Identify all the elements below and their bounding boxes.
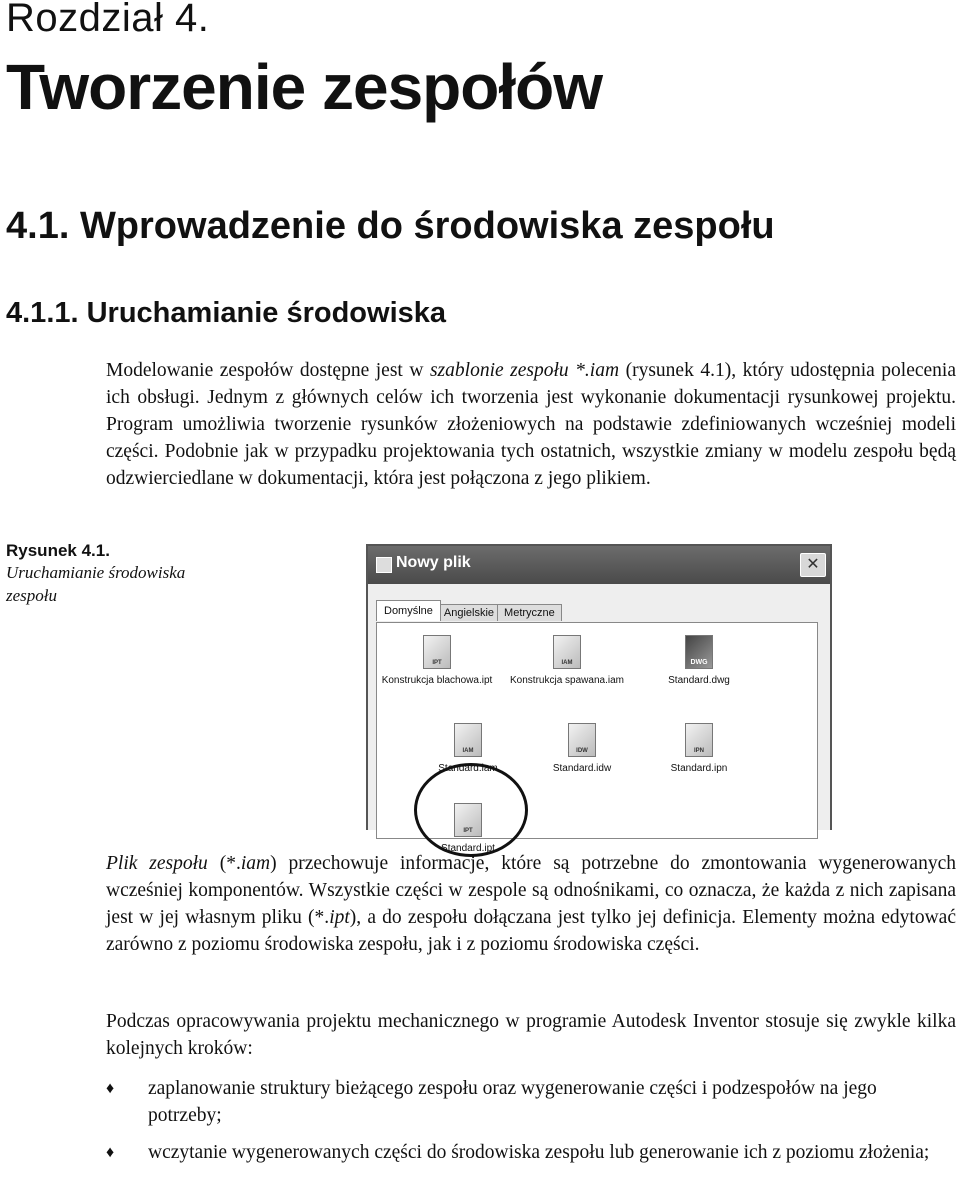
- dialog-title: Nowy plik: [396, 554, 471, 571]
- italic-run: Plik zespołu: [106, 853, 208, 874]
- tab-bar: [376, 600, 558, 622]
- dialog-titlebar[interactable]: [368, 546, 830, 584]
- file-name: Standard.dwg: [668, 675, 730, 686]
- file-name: Standard.ipn: [670, 763, 728, 774]
- template-file-item[interactable]: [639, 635, 759, 686]
- list-item-text: zaplanowanie struktury bieżącego zespołu oraz wygenerowanie części i podzespołów na jego potrzeby;: [148, 1078, 877, 1126]
- list-item-text: wczytanie wygenerowanych części do środowiska zespołu lub generowanie ich z poziomu złożenia;: [148, 1142, 930, 1163]
- tab-angielskie[interactable]: Angielskie: [437, 604, 501, 621]
- list-item: [106, 1075, 936, 1129]
- template-file-item[interactable]: [377, 635, 497, 686]
- file-name: Konstrukcja spawana.iam: [510, 675, 624, 686]
- file-name: Standard.idw: [552, 763, 612, 774]
- paragraph-steps-intro: [106, 1008, 956, 1062]
- text-run: (rysunek 4.1), który udostępnia polecenia ich obsługi. Jednym z głównych celów ich tworzenia jest wykonanie dokumentacji rysunkowej projektu. Program umożliwia tworzenie rysunków złożeniowych na podstawie zdefiniowanych wcześniej modeli części. Podobnie jak w przypadku projektowania tych ostatnich, wszystkie zmiany w modelu zespołu będą odzwierciedlane w dokumentacji, która jest połączona z jego plikiem.: [106, 360, 956, 489]
- figure-caption-text: Uruchamianie środowiska zespołu: [6, 563, 186, 605]
- close-icon: ✕: [806, 556, 820, 573]
- highlight-circle: [414, 763, 528, 857]
- italic-run: ipt: [329, 907, 350, 928]
- paragraph-intro: [106, 357, 956, 492]
- file-name: Standard.iam: [438, 763, 498, 774]
- template-list: [376, 622, 818, 854]
- bullet-icon: ♦: [106, 1144, 115, 1161]
- figure-label: Rysunek 4.1.: [6, 541, 110, 560]
- window-icon: [376, 557, 392, 573]
- assembly-file-icon: IAM: [454, 723, 482, 757]
- paragraph-text: Podczas opracowywania projektu mechanicznego w programie Autodesk Inventor stosuje się zwykle kilka kolejnych kroków:: [106, 1011, 956, 1059]
- part-file-icon: IPT: [454, 803, 482, 837]
- drawing-file-icon: DWG: [685, 635, 713, 669]
- text-run: ), a do zespołu dołączana jest tylko jej definicja. Elementy można edytować zarówno z poziomu środowiska zespołu, jak i z poziomu środowiska części.: [106, 907, 956, 955]
- template-file-item[interactable]: [639, 723, 759, 774]
- close-button[interactable]: [800, 553, 826, 577]
- figure-caption: [6, 541, 186, 607]
- section-heading: 4.1. Wprowadzenie do środowiska zespołu: [6, 205, 775, 247]
- tab-metryczne[interactable]: Metryczne: [497, 604, 562, 621]
- chapter-title: Tworzenie zespołów: [6, 51, 602, 123]
- italic-run: szablonie zespołu *.iam: [429, 360, 620, 381]
- chapter-label: Rozdział 4.: [6, 0, 210, 40]
- new-file-dialog: [366, 544, 832, 854]
- template-file-item[interactable]: [507, 635, 627, 686]
- list-item: [106, 1139, 936, 1166]
- presentation-file-icon: IPN: [685, 723, 713, 757]
- paragraph-assembly-file: [106, 850, 956, 958]
- subsection-heading: 4.1.1. Uruchamianie środowiska: [6, 297, 447, 329]
- part-file-icon: IPT: [423, 635, 451, 669]
- assembly-file-icon: IAM: [553, 635, 581, 669]
- text-run: Modelowanie zespołów dostępne jest w: [106, 360, 430, 381]
- template-file-item[interactable]: [522, 723, 642, 774]
- text-run: ) przechowuje informacje, które są potrzebne do zmontowania wygenerowanych wcześniej komponentów. Wszystkie części w zespole są odnośnikami, co oznacza, że każda z nich zapisana jest w jej własnym pliku (*.: [106, 853, 956, 928]
- file-name: Standard.ipt: [441, 843, 495, 854]
- file-name: Konstrukcja blachowa.ipt: [381, 675, 493, 686]
- bullet-icon: ♦: [106, 1080, 115, 1097]
- text-run: (*.: [207, 853, 241, 874]
- italic-run: iam: [240, 853, 271, 874]
- drawing-file-icon: IDW: [568, 723, 596, 757]
- tab-domyslne[interactable]: Domyślne: [376, 600, 441, 621]
